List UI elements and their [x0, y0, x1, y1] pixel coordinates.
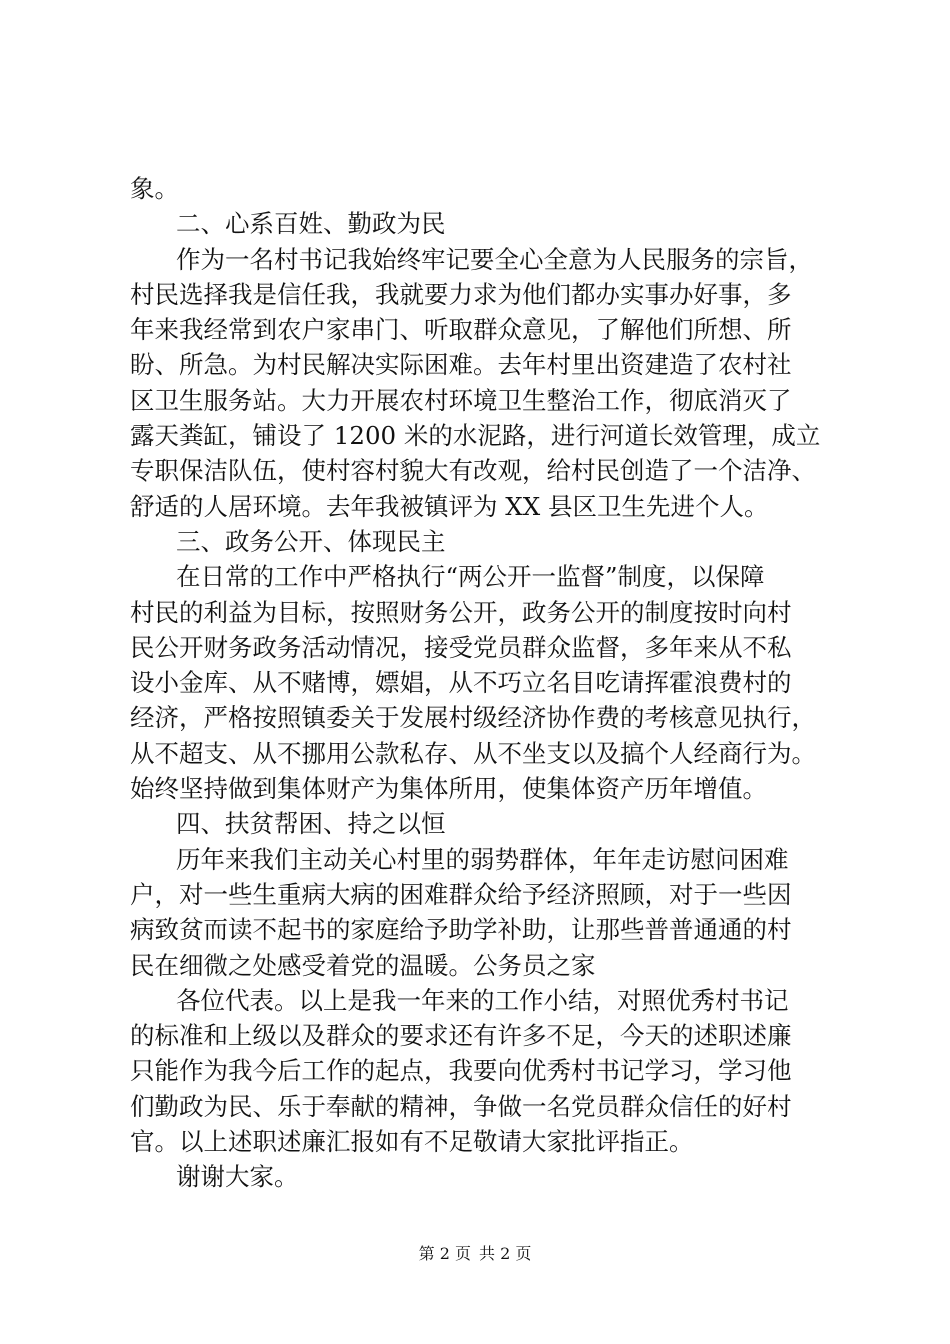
text-line: 村民选择我是信任我，我就要力求为他们都办实事办好事，多 [130, 279, 792, 309]
text-line: 只能作为我今后工作的起点，我要向优秀村书记学习，学习他 [130, 1056, 792, 1086]
document-body [130, 171, 850, 1195]
text-line: 年来我经常到农户家串门、听取群众意见，了解他们所想、所 [130, 315, 792, 345]
text-line: 病致贫而读不起书的家庭给予助学补助，让那些普普通通的村 [130, 915, 792, 945]
text-line: 作为一名村书记我始终牢记要全心全意为人民服务的宗旨， [176, 244, 813, 274]
page-number: 第 2 页 [418, 1244, 471, 1263]
text-line: 村民的利益为目标，按照财务公开，政务公开的制度按时向村 [130, 597, 792, 627]
page-total: 共 2 页 [479, 1244, 532, 1263]
text-line: 象。 [130, 174, 179, 203]
text-line: 从不超支、从不挪用公款私存、从不坐支以及搞个人经商行为。 [130, 738, 816, 768]
text-line: 始终坚持做到集体财产为集体所用，使集体资产历年增值。 [130, 774, 767, 804]
text-line: 舒适的人居环境。去年我被镇评为 XX 县区卫生先进个人。 [130, 491, 769, 521]
text-line: 三、政务公开、体现民主 [176, 526, 446, 556]
text-line: 盼、所急。为村民解决实际困难。去年村里出资建造了农村社 [130, 350, 792, 380]
text-line: 区卫生服务站。大力开展农村环境卫生整治工作，彻底消灭了 [130, 385, 792, 415]
text-line: 四、扶贫帮困、持之以恒 [176, 809, 446, 839]
text-line: 历年来我们主动关心村里的弱势群体，年年走访慰问困难 [176, 844, 789, 874]
text-line: 官。以上述职述廉汇报如有不足敬请大家批评指正。 [130, 1127, 694, 1157]
page-footer [0, 1243, 950, 1265]
text-line: 露天粪缸，铺设了 1200 米的水泥路，进行河道长效管理，成立 [130, 421, 821, 451]
text-line: 的标准和上级以及群众的要求还有许多不足，今天的述职述廉 [130, 1021, 792, 1051]
text-line: 民公开财务政务活动情况，接受党员群众监督，多年来从不私 [130, 632, 792, 662]
text-line: 民在细微之处感受着党的温暖。公务员之家 [130, 950, 596, 980]
text-line: 们勤政为民、乐于奉献的精神，争做一名党员群众信任的好村 [130, 1091, 792, 1121]
text-line: 在日常的工作中严格执行“两公开一监督”制度，以保障 [176, 562, 765, 592]
text-line: 二、心系百姓、勤政为民 [176, 209, 446, 239]
text-line: 户，对一些生重病大病的困难群众给予经济照顾，对于一些因 [130, 879, 792, 909]
text-line: 各位代表。以上是我一年来的工作小结，对照优秀村书记 [176, 985, 789, 1015]
text-line: 谢谢大家。 [176, 1162, 299, 1192]
text-line: 专职保洁队伍，使村容村貌大有改观，给村民创造了一个洁净、 [130, 456, 816, 486]
text-line: 经济，严格按照镇委关于发展村级经济协作费的考核意见执行， [130, 703, 816, 733]
text-line: 设小金库、从不赌博，嫖娼，从不巧立名目吃请挥霍浪费村的 [130, 668, 792, 698]
